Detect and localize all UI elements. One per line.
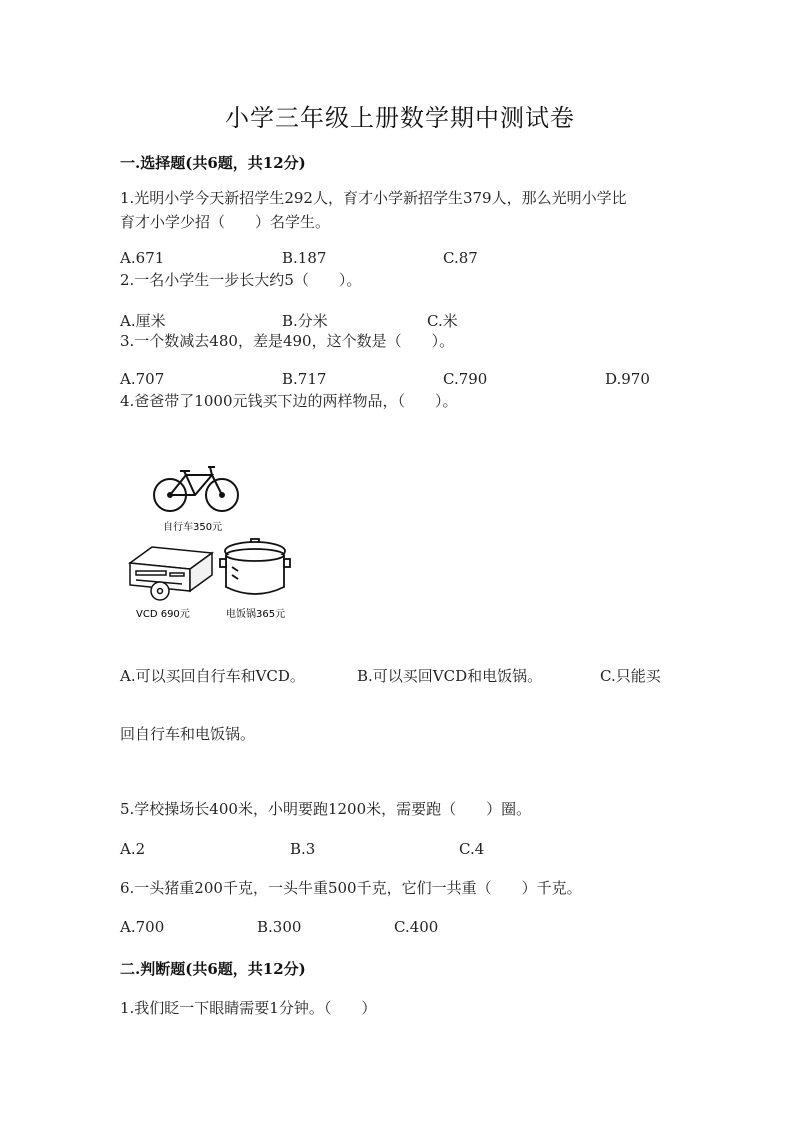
q3-option-a: A.707 (120, 370, 165, 388)
shopping-items-illustration (120, 455, 305, 630)
q2-option-b: B.分米 (282, 312, 328, 330)
rice-cooker-icon (220, 539, 290, 594)
q5-stem: 5.学校操场长400米，小明要跑1200米，需要跑（ ）圈。 (120, 800, 532, 818)
q1-line-1: 1.光明小学今天新招学生292人，育才小学新招学生379人，那么光明小学比 (120, 189, 627, 207)
section-1-heading: 一.选择题(共6题，共12分) (120, 154, 306, 172)
q2-option-a: A.厘米 (120, 312, 166, 330)
q2-stem: 2.一名小学生一步长大约5（ ）。 (120, 271, 362, 289)
q3-option-b: B.717 (282, 370, 327, 388)
q1-option-c: C.87 (443, 249, 478, 267)
q5-option-b: B.3 (290, 840, 316, 858)
q4-option-a: A.可以买回自行车和VCD。 (120, 667, 305, 685)
tf-q1-stem: 1.我们眨一下眼睛需要1分钟。（ ） (120, 999, 377, 1017)
disc-icon (151, 582, 169, 600)
cooker-price-label: 电饭锅365元 (226, 609, 286, 620)
q6-option-a: A.700 (120, 918, 165, 936)
section-2-heading: 二.判断题(共6题，共12分) (120, 960, 306, 978)
bicycle-icon (154, 467, 238, 511)
q2-option-c: C.米 (427, 312, 458, 330)
page-title: 小学三年级上册数学期中测试卷 (225, 104, 575, 132)
q4-option-c-continuation: 回自行车和电饭锅。 (120, 725, 256, 743)
q3-option-d: D.970 (605, 370, 650, 388)
q4-option-c: C.只能买 (600, 667, 661, 685)
vcd-price-label: VCD 690元 (136, 609, 190, 620)
q4-option-b: B.可以买回VCD和电饭锅。 (357, 667, 543, 685)
q3-option-c: C.790 (443, 370, 488, 388)
q5-option-a: A.2 (120, 840, 146, 858)
q4-figure (120, 455, 305, 630)
q5-option-c: C.4 (459, 840, 485, 858)
q6-option-c: C.400 (394, 918, 439, 936)
bike-price-label: 自行车350元 (163, 522, 223, 533)
q6-stem: 6.一头猪重200千克，一头牛重500千克，它们一共重（ ）千克。 (120, 879, 582, 897)
vcd-player-icon (130, 547, 212, 591)
q1-option-b: B.187 (282, 249, 327, 267)
q6-option-b: B.300 (257, 918, 302, 936)
q1-option-a: A.671 (120, 249, 165, 267)
q4-stem: 4.爸爸带了1000元钱买下边的两样物品，（ ）。 (120, 392, 458, 410)
q3-stem: 3.一个数减去480，差是490，这个数是（ ）。 (120, 332, 455, 350)
q1-line-2: 育才小学少招（ ）名学生。 (120, 213, 331, 231)
